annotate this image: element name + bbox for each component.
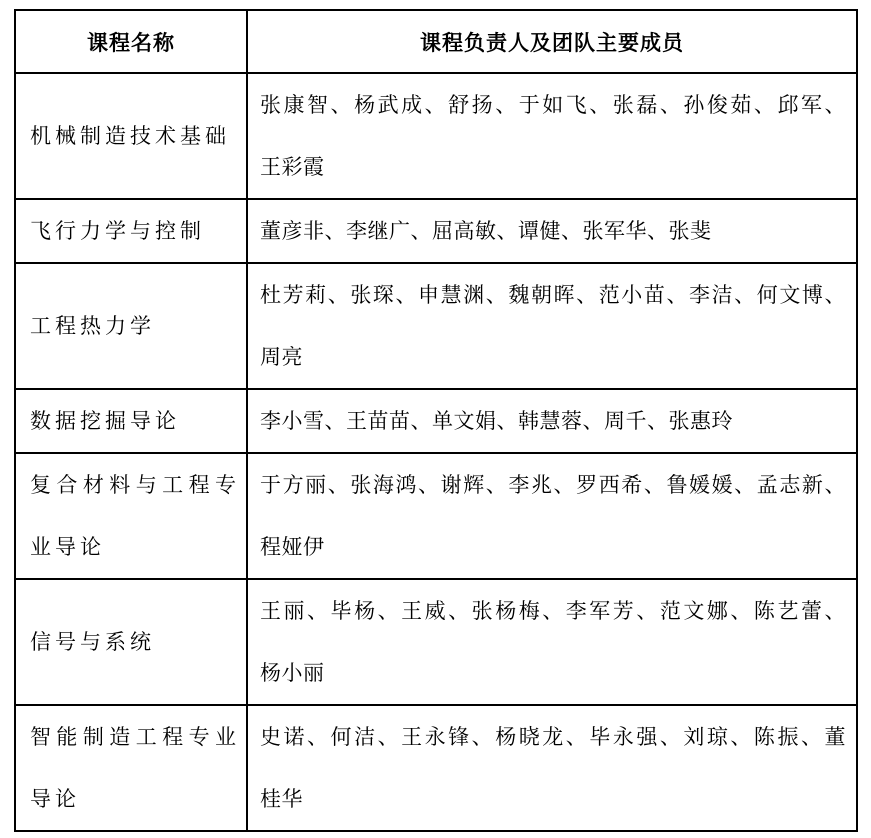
- team-members-line: 王彩霞: [260, 155, 325, 179]
- course-name-line: 机械制造技术基础: [30, 124, 230, 148]
- course-name-cell: [15, 579, 247, 705]
- table-header-row: [15, 10, 857, 73]
- course-name-line: 工程热力学: [30, 314, 155, 338]
- course-name-line: 飞行力学与控制: [30, 219, 205, 243]
- table-row: [15, 453, 857, 579]
- course-name-line: 导论: [30, 787, 80, 811]
- header-course-leaders: 课程负责人及团队主要成员: [247, 10, 857, 73]
- course-team-table: [14, 9, 858, 832]
- table-row: [15, 73, 857, 199]
- table-row: [15, 579, 857, 705]
- table-row: [15, 263, 857, 389]
- team-members-line: 程娅伊: [260, 535, 325, 559]
- team-members-line: 王丽、毕杨、王威、张杨梅、李军芳、范文娜、陈艺蕾、: [260, 599, 846, 623]
- team-members-cell: [247, 73, 857, 199]
- team-members-cell: [247, 453, 857, 579]
- course-name-line: 业导论: [30, 535, 105, 559]
- team-members-line: 桂华: [260, 787, 303, 811]
- team-members-line: 史诺、何洁、王永锋、杨晓龙、毕永强、刘琼、陈振、董: [260, 725, 846, 749]
- table-row: [15, 199, 857, 263]
- table-row: [15, 705, 857, 831]
- team-members-cell: [247, 705, 857, 831]
- team-members-line: 于方丽、张海鸿、谢辉、李兆、罗西希、鲁媛媛、孟志新、: [260, 473, 846, 497]
- course-name-line: 信号与系统: [30, 630, 155, 654]
- table-row: [15, 389, 857, 453]
- course-name-line: 数据挖掘导论: [30, 409, 180, 433]
- course-name-cell: [15, 73, 247, 199]
- course-name-cell: [15, 389, 247, 453]
- team-members-line: 周亮: [260, 345, 303, 369]
- header-course-name: 课程名称: [15, 10, 247, 73]
- course-name-cell: [15, 199, 247, 263]
- team-members-line: 董彦非、李继广、屈高敏、谭健、张军华、张斐: [260, 219, 712, 243]
- team-members-line: 张康智、杨武成、舒扬、于如飞、张磊、孙俊茹、邱军、: [260, 93, 846, 117]
- course-name-cell: [15, 263, 247, 389]
- team-members-cell: [247, 263, 857, 389]
- course-name-cell: [15, 453, 247, 579]
- course-name-cell: [15, 705, 247, 831]
- team-members-cell: [247, 579, 857, 705]
- team-members-line: 杨小丽: [260, 661, 325, 685]
- team-members-cell: [247, 199, 857, 263]
- team-members-line: 杜芳莉、张琛、申慧渊、魏朝晖、范小苗、李洁、何文博、: [260, 283, 846, 307]
- course-name-line: 智能制造工程专业: [30, 725, 240, 749]
- team-members-line: 李小雪、王苗苗、单文娟、韩慧蓉、周千、张惠玲: [260, 409, 733, 433]
- course-name-line: 复合材料与工程专: [30, 473, 240, 497]
- team-members-cell: [247, 389, 857, 453]
